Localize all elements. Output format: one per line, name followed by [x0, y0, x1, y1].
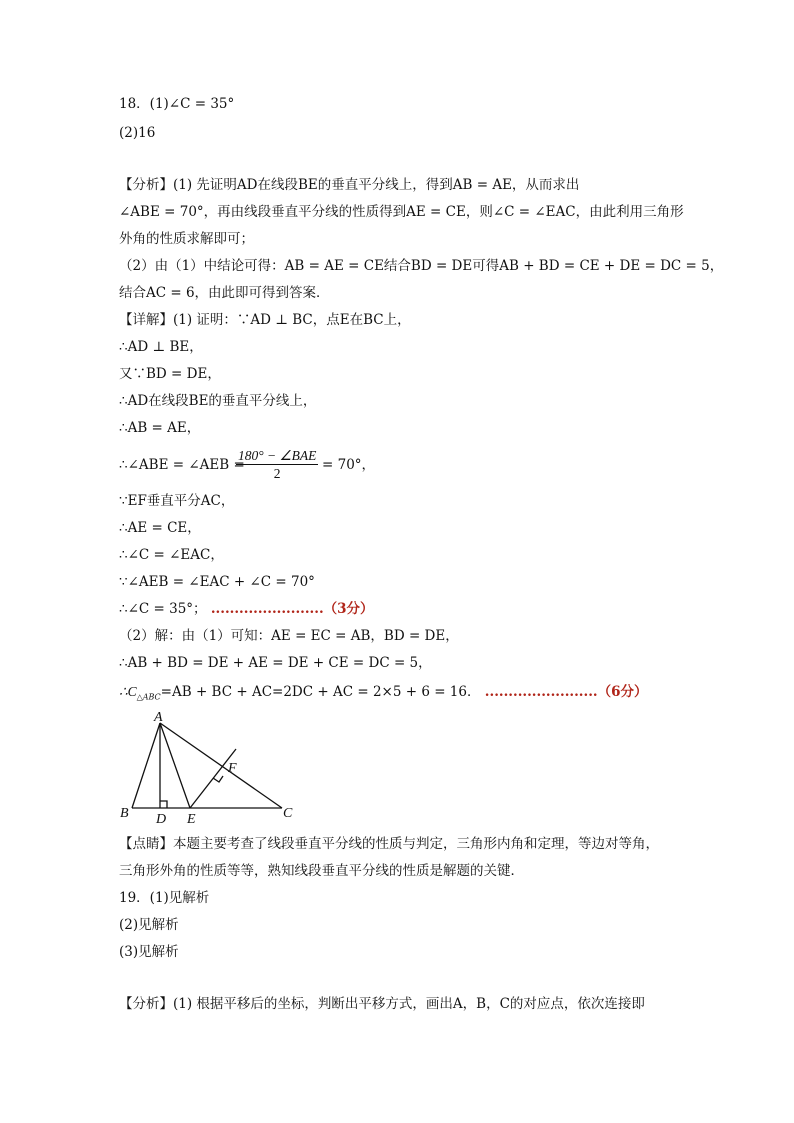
perimeter-subscript: △ABC — [136, 692, 161, 702]
detail-line-5: ∴AB = AE， — [119, 420, 201, 436]
detail-line-8: ∴AE = CE， — [119, 520, 201, 536]
detail-line-2: ∴AD ⊥ BE， — [119, 339, 203, 355]
analysis-line-3: 外角的性质求解即可； — [119, 231, 254, 247]
fraction-numerator: 180° − ∠BAE — [238, 448, 317, 463]
detail-line-14 — [119, 683, 648, 707]
fraction — [236, 447, 318, 482]
score-3: ........................（3分） — [210, 601, 374, 617]
detail-line-7: ∵EF垂直平分AC， — [119, 493, 235, 509]
q18-part2: (2)16 — [119, 125, 156, 141]
detail-line-11-text: ∴∠C = 35°； — [119, 601, 207, 617]
detail-line-9: ∴∠C = ∠EAC， — [119, 547, 224, 563]
label-D: D — [156, 812, 167, 826]
detail-line-6-suffix: = 70°， — [322, 457, 376, 473]
label-F: F — [228, 761, 237, 776]
fraction-denominator: 2 — [273, 466, 281, 481]
detail-line-13: ∴AB + BD = DE + AE = DE + CE = DC = 5， — [119, 655, 432, 671]
label-C: C — [283, 806, 293, 821]
comment-line-2: 三角形外角的性质等等，熟知线段垂直平分线的性质是解题的关键． — [119, 863, 524, 879]
detail-line-4: ∴AD在线段BE的垂直平分线上， — [119, 393, 317, 409]
q19-analysis: 【分析】(1) 根据平移后的坐标，判断出平移方式，画出A，B，C的对应点，依次连接即 — [119, 996, 645, 1012]
q19-part2: (2)见解析 — [119, 917, 179, 933]
analysis-line-1: 【分析】(1) 先证明AD在线段BE的垂直平分线上，得到AB = AE，从而求出 — [119, 177, 580, 193]
triangle-figure — [110, 706, 320, 826]
detail-line-1: 【详解】(1) 证明：∵AD ⊥ BC，点E在BC上， — [119, 312, 411, 328]
detail-line-12: （2）解：由（1）可知：AE = EC = AB，BD = DE， — [119, 628, 459, 644]
label-B: B — [120, 806, 129, 821]
segment-AC — [160, 723, 282, 808]
label-E: E — [187, 812, 196, 826]
perimeter-symbol: ∴C — [119, 684, 137, 699]
detail-line-10: ∵∠AEB = ∠EAC + ∠C = 70° — [119, 574, 315, 590]
q18-heading: 18．(1)∠C = 35° — [119, 96, 235, 112]
detail-line-14-text: =AB + BC + AC=2DC + AC = 2×5 + 6 = 16． — [160, 684, 481, 700]
q19-part3: (3)见解析 — [119, 944, 179, 960]
label-A: A — [154, 710, 163, 725]
analysis-line-4: （2）由（1）中结论可得：AB = AE = CE结合BD = DE可得AB + BD = CE + DE = DC = 5， — [119, 258, 724, 274]
segment-AB — [132, 723, 160, 808]
segment-AE — [160, 723, 190, 808]
detail-line-6-prefix: ∴∠ABE = ∠AEB = — [119, 457, 245, 473]
detail-line-11 — [119, 600, 374, 618]
analysis-line-5: 结合AC = 6，由此即可得到答案． — [119, 285, 330, 301]
comment-line-1: 【点睛】本题主要考查了线段垂直平分线的性质与判定，三角形内角和定理，等边对等角， — [119, 836, 659, 852]
score-6: ........................（6分） — [484, 684, 648, 700]
analysis-line-2: ∠ABE = 70°，再由线段垂直平分线的性质得到AE = CE，则∠C = ∠EAC，由此利用三角形 — [119, 204, 684, 220]
detail-line-3: 又∵BD = DE， — [119, 366, 221, 382]
right-angle-mark-D — [160, 801, 167, 808]
q19-heading: 19．(1)见解析 — [119, 890, 210, 906]
